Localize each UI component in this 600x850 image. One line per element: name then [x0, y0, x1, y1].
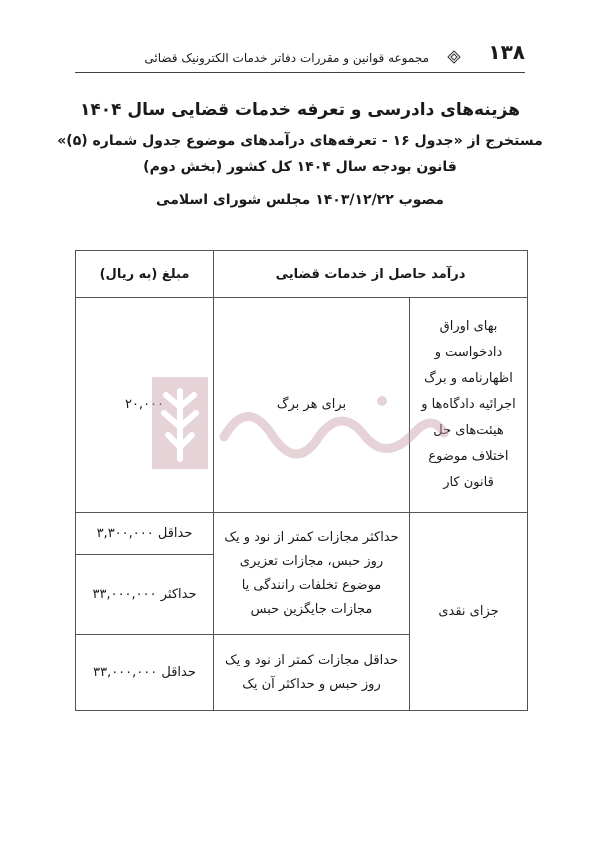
main-title: هزینه‌های دادرسی و تعرفه خدمات قضایی سال ۱۴۰۴	[80, 100, 520, 120]
cell-amount-papers: ۲۰,۰۰۰	[76, 298, 214, 513]
watermark-logo	[152, 377, 450, 469]
ornament-diamond-icon	[447, 50, 461, 64]
title-block	[40, 100, 560, 208]
cell-desc-fine-1: حداکثر مجازات کمتر از نود و یک روز حبس، مجازات تعزیری موضوع تخلفات رانندگی یا مجازات جایگزین حبس	[214, 513, 410, 635]
cell-amount-fine-min: حداقل ۳,۳۰۰,۰۰۰	[76, 513, 214, 555]
header-rule	[75, 72, 525, 73]
table-header-row	[76, 251, 528, 298]
cell-subject-fine: جزای نقدی	[410, 513, 528, 711]
book-title: مجموعه قوانین و مقررات دفاتر خدمات الکترونیک قضائی	[144, 51, 429, 65]
table-row	[76, 513, 528, 555]
header-amount: مبلغ (به ریال)	[76, 251, 214, 298]
subtitle-source: مستخرج از «جدول ۱۶ - تعرفه‌های درآمدهای موضوع جدول شماره (۵)»	[57, 133, 543, 149]
running-header	[75, 36, 525, 76]
cell-subject-papers: بهای اوراق دادخواست و اظهارنامه و برگ اجرائیه دادگاه‌ها و هیئت‌های حل اختلاف موضوع قانون کار	[410, 298, 528, 513]
cell-desc-fine-2: حداقل مجازات کمتر از نود و یک روز حبس و حداکثر آن یک	[214, 635, 410, 711]
header-income: درآمد حاصل از خدمات قضایی	[214, 251, 528, 298]
approval-line: مصوب ۱۴۰۳/۱۲/۲۲ مجلس شورای اسلامی	[156, 192, 444, 208]
tariff-table	[75, 250, 528, 711]
cell-amount-fine-2: حداقل ۳۳,۰۰۰,۰۰۰	[76, 635, 214, 711]
page-number: ۱۳۸	[488, 40, 525, 64]
cell-amount-fine-max: حداکثر ۳۳,۰۰۰,۰۰۰	[76, 555, 214, 635]
subtitle-law: قانون بودجه سال ۱۴۰۴ کل کشور (بخش دوم)	[143, 159, 457, 175]
cell-desc-papers: برای هر برگ	[214, 298, 410, 513]
